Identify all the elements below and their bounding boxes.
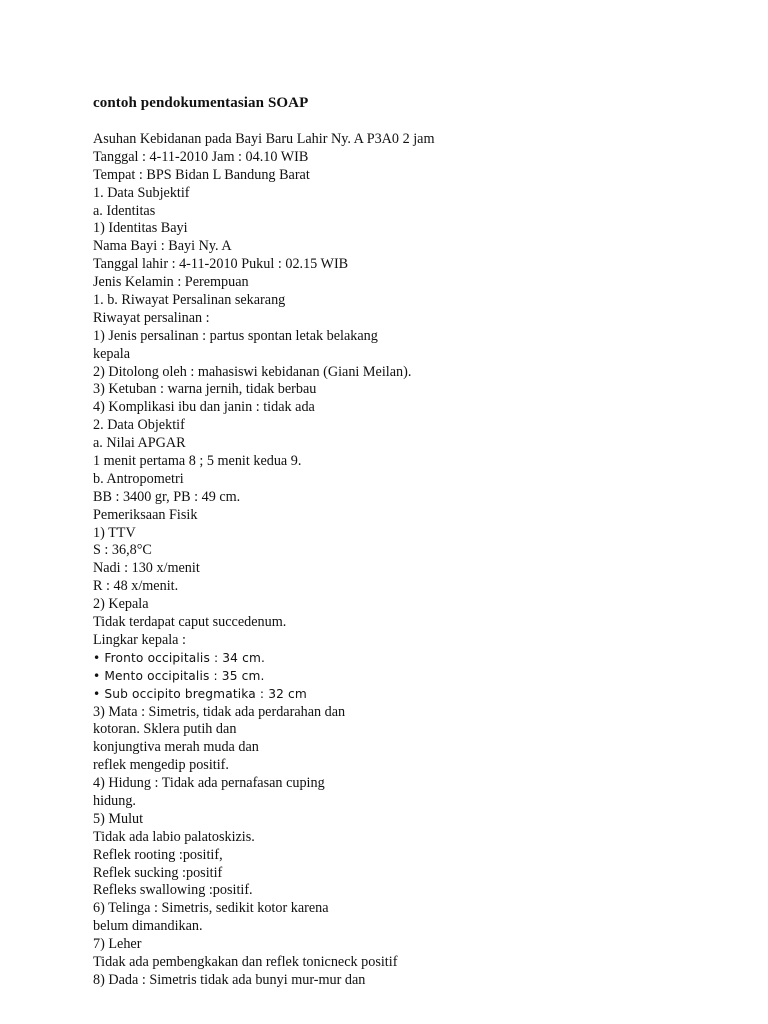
text-line: 2) Kepala [93,596,149,613]
text-line: • Mento occipitalis : 35 cm. [93,668,265,683]
text-line: 1. Data Subjektif [93,184,190,201]
document-body [93,131,733,990]
document-title: contoh pendokumentasian SOAP [93,95,309,111]
text-line: Tanggal : 4-11-2010 Jam : 04.10 WIB [93,148,309,165]
text-line: kotoran. Sklera putih dan [93,721,237,738]
text-line: Riwayat persalinan : [93,309,210,326]
text-line: • Fronto occipitalis : 34 cm. [93,650,265,665]
text-line: konjungtiva merah muda dan [93,739,259,756]
text-line: Lingkar kepala : [93,631,186,648]
text-line: • Sub occipito bregmatika : 32 cm [93,686,307,701]
text-line: 5) Mulut [93,810,144,827]
text-line: 4) Komplikasi ibu dan janin : tidak ada [93,399,315,416]
text-line: kepala [93,345,131,362]
text-line: Tanggal lahir : 4-11-2010 Pukul : 02.15 WIB [93,256,349,273]
text-line: 1) TTV [93,524,136,541]
text-line: 1) Jenis persalinan : partus spontan letak belakang [93,327,378,344]
text-line: 6) Telinga : Simetris, sedikit kotor karena [93,900,329,917]
text-line: 3) Mata : Simetris, tidak ada perdarahan dan [93,703,346,720]
text-line: R : 48 x/menit. [93,578,179,595]
text-line: Tidak ada labio palatoskizis. [93,828,255,845]
text-line: a. Identitas [93,202,156,219]
text-line: b. Antropometri [93,470,184,487]
text-line: 4) Hidung : Tidak ada pernafasan cuping [93,775,325,792]
text-line: Pemeriksaan Fisik [93,506,198,523]
text-line: Refleks swallowing :positif. [93,882,253,899]
text-line: a. Nilai APGAR [93,435,186,452]
text-line: Reflek rooting :positif, [93,846,223,863]
text-line: Tempat : BPS Bidan L Bandung Barat [93,166,310,183]
text-line: 2. Data Objektif [93,417,185,434]
text-line: Nama Bayi : Bayi Ny. A [93,238,232,255]
text-line: Reflek sucking :positif [93,864,223,881]
text-line: hidung. [93,792,136,809]
text-line: S : 36,8°C [93,542,152,559]
text-line: 1. b. Riwayat Persalinan sekarang [93,292,286,309]
text-line: belum dimandikan. [93,918,203,935]
text-line: 7) Leher [93,936,142,953]
text-line: BB : 3400 gr, PB : 49 cm. [93,488,241,505]
text-line: reflek mengedip positif. [93,757,229,774]
text-line: Tidak terdapat caput succedenum. [93,614,287,631]
text-line: Tidak ada pembengkakan dan reflek tonicneck positif [93,953,398,970]
text-line: 8) Dada : Simetris tidak ada bunyi mur-mur dan [93,971,366,988]
text-line: Asuhan Kebidanan pada Bayi Baru Lahir Ny. A P3A0 2 jam [93,131,435,147]
text-line: 1 menit pertama 8 ; 5 menit kedua 9. [93,453,302,470]
text-line: 1) Identitas Bayi [93,220,188,237]
text-line: Nadi : 130 x/menit [93,560,200,577]
text-line: Jenis Kelamin : Perempuan [93,274,249,291]
text-line: 3) Ketuban : warna jernih, tidak berbau [93,381,317,398]
text-line: 2) Ditolong oleh : mahasiswi kebidanan (Giani Meilan). [93,363,412,380]
